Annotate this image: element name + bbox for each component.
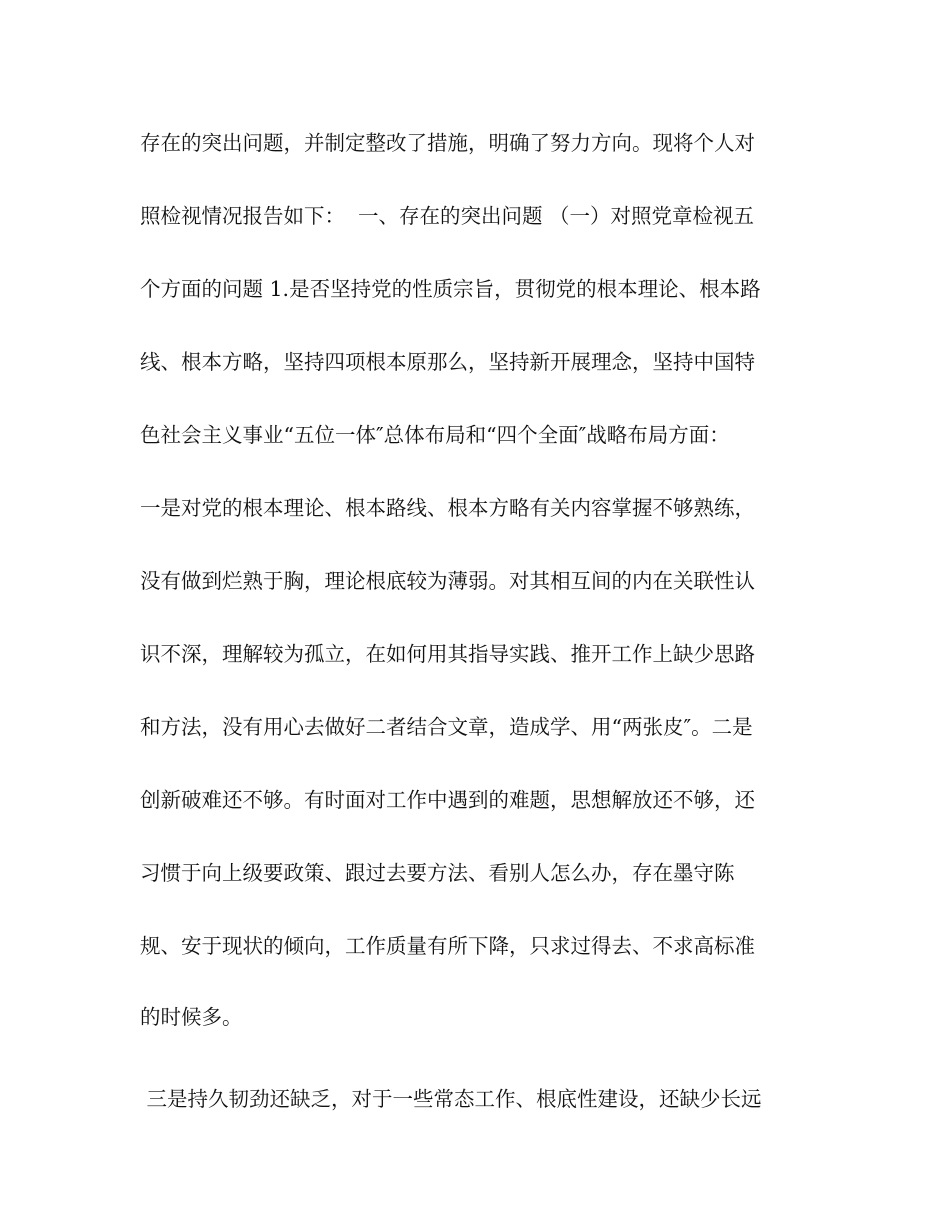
text-line: 规、安于现状的倾向，工作质量有所下降，只求过得去、不求高标准 [140, 934, 755, 958]
text-line: 个方面的问题 1.是否坚持党的性质宗旨，贯彻党的根本理论、根本路 [140, 277, 761, 301]
text-line: 习惯于向上级要政策、跟过去要方法、看别人怎么办，存在墨守陈 [140, 861, 735, 885]
text-line: 没有做到烂熟于胸，理论根底较为薄弱。对其相互间的内在关联性认 [140, 569, 755, 593]
text-line: 线、根本方略，坚持四项根本原那么，坚持新开展理念，坚持中国特 [140, 350, 755, 374]
text-line: 三是持久韧劲还缺乏，对于一些常态工作、根底性建设，还缺少长远 [140, 1087, 762, 1111]
text-line: 照检视情况报告如下： 一、存在的突出问题 （一）对照党章检视五 [140, 204, 755, 228]
text-line: 的时候多。 [140, 1005, 243, 1029]
text-line: 一是对党的根本理论、根本路线、根本方略有关内容掌握不够熟练， [140, 496, 755, 520]
text-line: 色社会主义事业“五位一体″总体布局和“四个全面″战略布局方面： [140, 423, 730, 447]
text-line: 和方法，没有用心去做好二者结合文章，造成学、用“两张皮″。二是 [140, 715, 753, 739]
text-line: 创新破难还不够。有时面对工作中遇到的难题，思想解放还不够，还 [140, 788, 755, 812]
text-line: 识不深，理解较为孤立，在如何用其指导实践、推开工作上缺少思路 [140, 642, 755, 666]
text-line: 存在的突出问题，并制定整改了措施，明确了努力方向。现将个人对 [140, 131, 755, 155]
